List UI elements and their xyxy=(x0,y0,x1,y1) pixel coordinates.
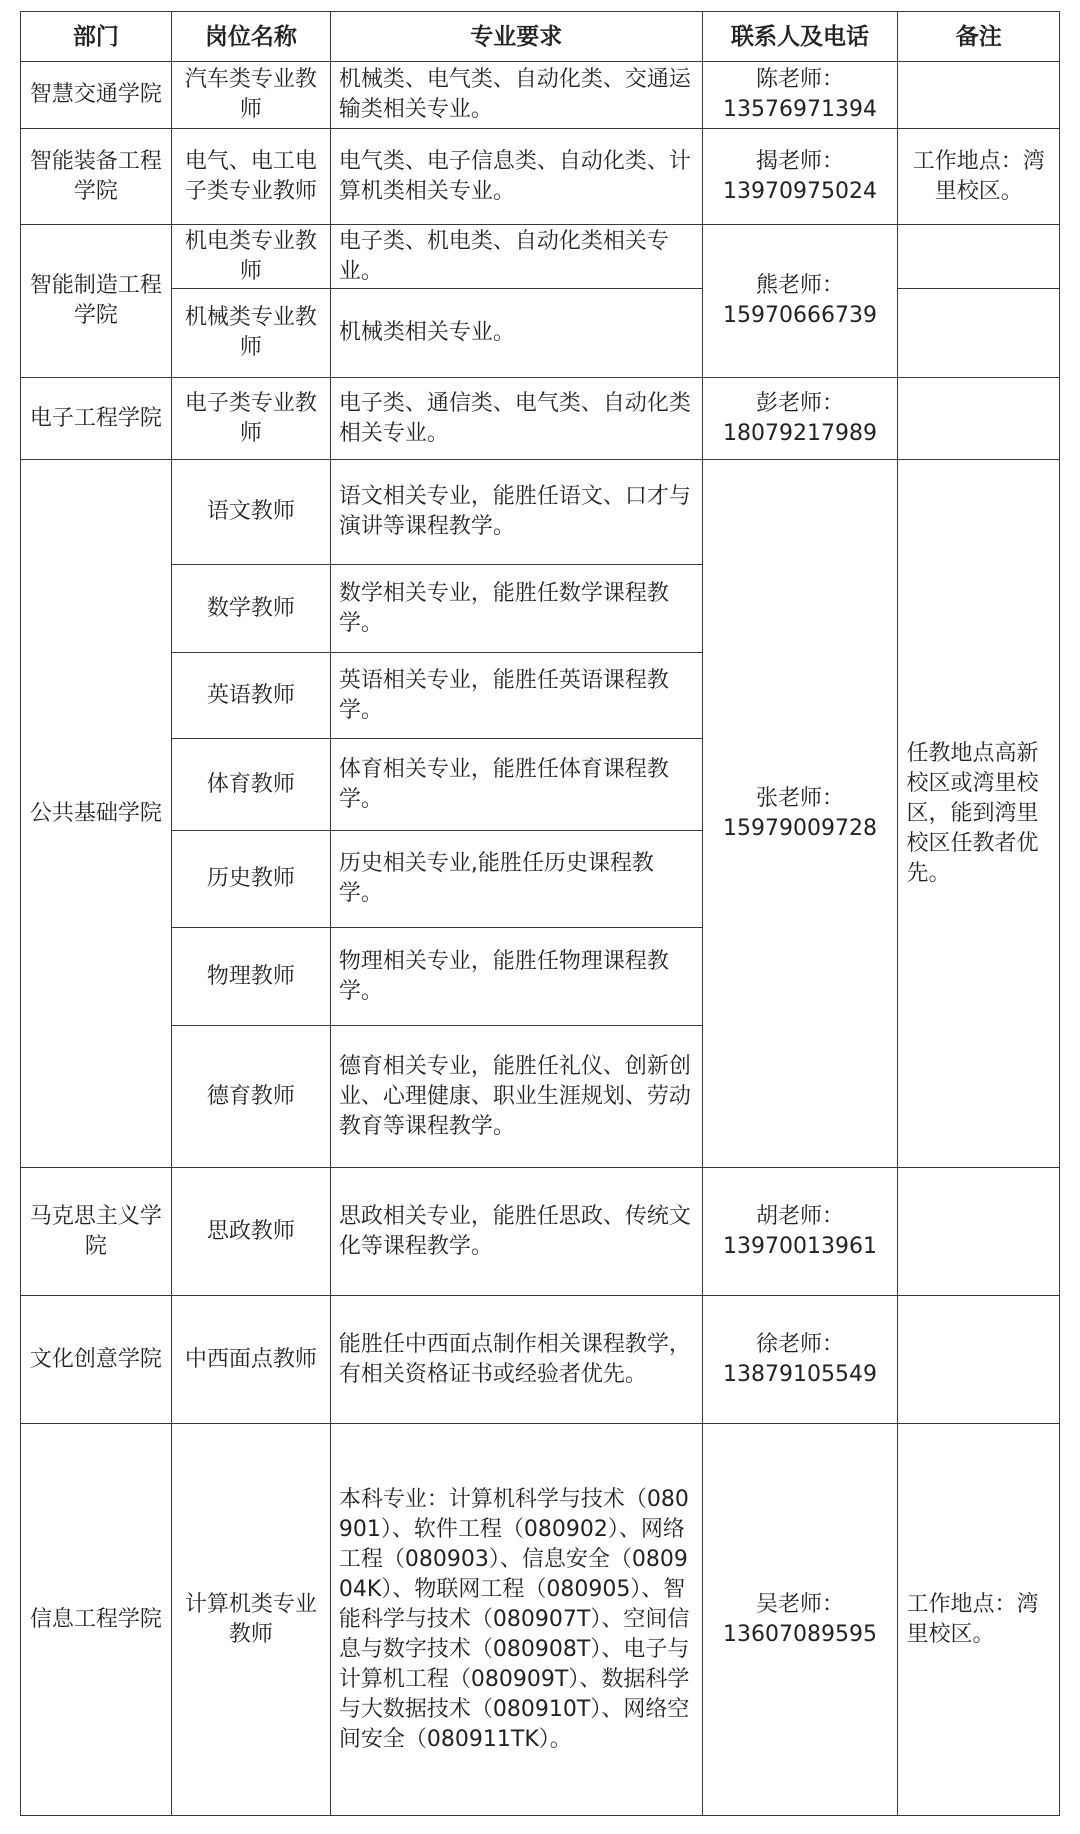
contact-name: 胡老师： xyxy=(756,1203,845,1229)
dept-cell: 智能装备工程学院 xyxy=(21,129,172,225)
table-row xyxy=(21,129,1060,225)
header-req: 专业要求 xyxy=(330,12,702,62)
contact-name: 徐老师： xyxy=(756,1331,845,1357)
header-row xyxy=(21,12,1060,62)
contact-name: 吴老师： xyxy=(756,1591,845,1617)
table-row xyxy=(21,289,1060,378)
table-row xyxy=(21,1424,1060,1816)
note-cell: 任教地点高新校区或湾里校区，能到湾里校区任教者优先。 xyxy=(898,460,1060,1168)
requirement-cell: 机械类相关专业。 xyxy=(330,289,702,378)
requirement-cell: 能胜任中西面点制作相关课程教学，有相关资格证书或经验者优先。 xyxy=(330,1296,702,1424)
job-title-cell: 英语教师 xyxy=(171,653,330,739)
job-title-cell: 中西面点教师 xyxy=(171,1296,330,1424)
contact-cell xyxy=(702,1296,898,1424)
note-cell xyxy=(898,1168,1060,1296)
table-row xyxy=(21,1296,1060,1424)
job-title-cell: 电子类专业教师 xyxy=(171,378,330,460)
contact-phone: 15970666739 xyxy=(723,303,877,328)
dept-cell: 马克思主义学院 xyxy=(21,1168,172,1296)
dept-cell: 智慧交通学院 xyxy=(21,62,172,129)
recruitment-table xyxy=(20,11,1060,1816)
dept-cell: 公共基础学院 xyxy=(21,460,172,1168)
job-title-cell: 语文教师 xyxy=(171,460,330,565)
contact-phone: 13970013961 xyxy=(723,1233,877,1259)
requirement-cell: 电子类、通信类、电气类、自动化类相关专业。 xyxy=(330,378,702,460)
note-cell: 工作地点：湾里校区。 xyxy=(898,1424,1060,1816)
table-row xyxy=(21,460,1060,565)
requirement-cell: 本科专业：计算机科学与技术（080901）、软件工程（080902）、网络工程（080903）、信息安全（080904K）、物联网工程（080905）、智能科学与技术（080907T）、空间信息与数字技术（080908T）、电子与计算机工程（080909T）、数据科学与大数据技术（080910T）、网络空间安全（080911TK）。 xyxy=(330,1424,702,1816)
note-cell xyxy=(898,289,1060,378)
job-title-cell: 汽车类专业教师 xyxy=(171,62,330,129)
requirement-cell: 体育相关专业，能胜任体育课程教学。 xyxy=(330,739,702,831)
contact-phone: 13879105549 xyxy=(723,1361,877,1387)
requirement-cell: 英语相关专业，能胜任英语课程教学。 xyxy=(330,653,702,739)
requirement-cell: 物理相关专业，能胜任物理课程教学。 xyxy=(330,928,702,1026)
job-title-cell: 历史教师 xyxy=(171,831,330,928)
table-row xyxy=(21,225,1060,289)
contact-name: 陈老师： xyxy=(756,67,845,92)
contact-cell xyxy=(702,129,898,225)
job-title-cell: 机械类专业教师 xyxy=(171,289,330,378)
job-title-cell: 物理教师 xyxy=(171,928,330,1026)
requirement-cell: 电子类、机电类、自动化类相关专业。 xyxy=(330,225,702,289)
contact-name: 熊老师： xyxy=(756,273,845,298)
dept-cell: 电子工程学院 xyxy=(21,378,172,460)
job-title-cell: 电气、电工电子类专业教师 xyxy=(171,129,330,225)
note-cell xyxy=(898,225,1060,289)
contact-name: 彭老师： xyxy=(756,390,845,416)
contact-cell xyxy=(702,1168,898,1296)
contact-phone: 13576971394 xyxy=(723,97,877,122)
table-row xyxy=(21,378,1060,460)
job-title-cell: 数学教师 xyxy=(171,565,330,653)
contact-phone: 13607089595 xyxy=(723,1621,877,1647)
header-contact: 联系人及电话 xyxy=(702,12,898,62)
contact-cell xyxy=(702,62,898,129)
job-title-cell: 思政教师 xyxy=(171,1168,330,1296)
note-cell xyxy=(898,1296,1060,1424)
table-row xyxy=(21,62,1060,129)
job-title-cell: 机电类专业教师 xyxy=(171,225,330,289)
job-title-cell: 计算机类专业教师 xyxy=(171,1424,330,1816)
requirement-cell: 历史相关专业,能胜任历史课程教学。 xyxy=(330,831,702,928)
dept-cell: 智能制造工程学院 xyxy=(21,225,172,378)
note-cell xyxy=(898,62,1060,129)
contact-phone: 13970975024 xyxy=(723,178,877,204)
header-title: 岗位名称 xyxy=(171,12,330,62)
note-cell: 工作地点：湾里校区。 xyxy=(898,129,1060,225)
requirement-cell: 机械类、电气类、自动化类、交通运输类相关专业。 xyxy=(330,62,702,129)
contact-name: 张老师： xyxy=(756,785,845,811)
header-dept: 部门 xyxy=(21,12,172,62)
table-row xyxy=(21,1168,1060,1296)
contact-cell xyxy=(702,225,898,378)
contact-name: 揭老师： xyxy=(756,148,845,174)
contact-cell xyxy=(702,378,898,460)
contact-phone: 18079217989 xyxy=(723,420,877,446)
dept-cell: 文化创意学院 xyxy=(21,1296,172,1424)
requirement-cell: 德育相关专业，能胜任礼仪、创新创业、心理健康、职业生涯规划、劳动教育等课程教学。 xyxy=(330,1026,702,1168)
requirement-cell: 语文相关专业，能胜任语文、口才与演讲等课程教学。 xyxy=(330,460,702,565)
job-title-cell: 德育教师 xyxy=(171,1026,330,1168)
dept-cell: 信息工程学院 xyxy=(21,1424,172,1816)
contact-cell xyxy=(702,460,898,1168)
contact-phone: 15979009728 xyxy=(723,815,877,841)
header-note: 备注 xyxy=(898,12,1060,62)
contact-cell xyxy=(702,1424,898,1816)
job-title-cell: 体育教师 xyxy=(171,739,330,831)
requirement-cell: 数学相关专业，能胜任数学课程教学。 xyxy=(330,565,702,653)
note-cell xyxy=(898,378,1060,460)
requirement-cell: 电气类、电子信息类、自动化类、计算机类相关专业。 xyxy=(330,129,702,225)
requirement-cell: 思政相关专业，能胜任思政、传统文化等课程教学。 xyxy=(330,1168,702,1296)
